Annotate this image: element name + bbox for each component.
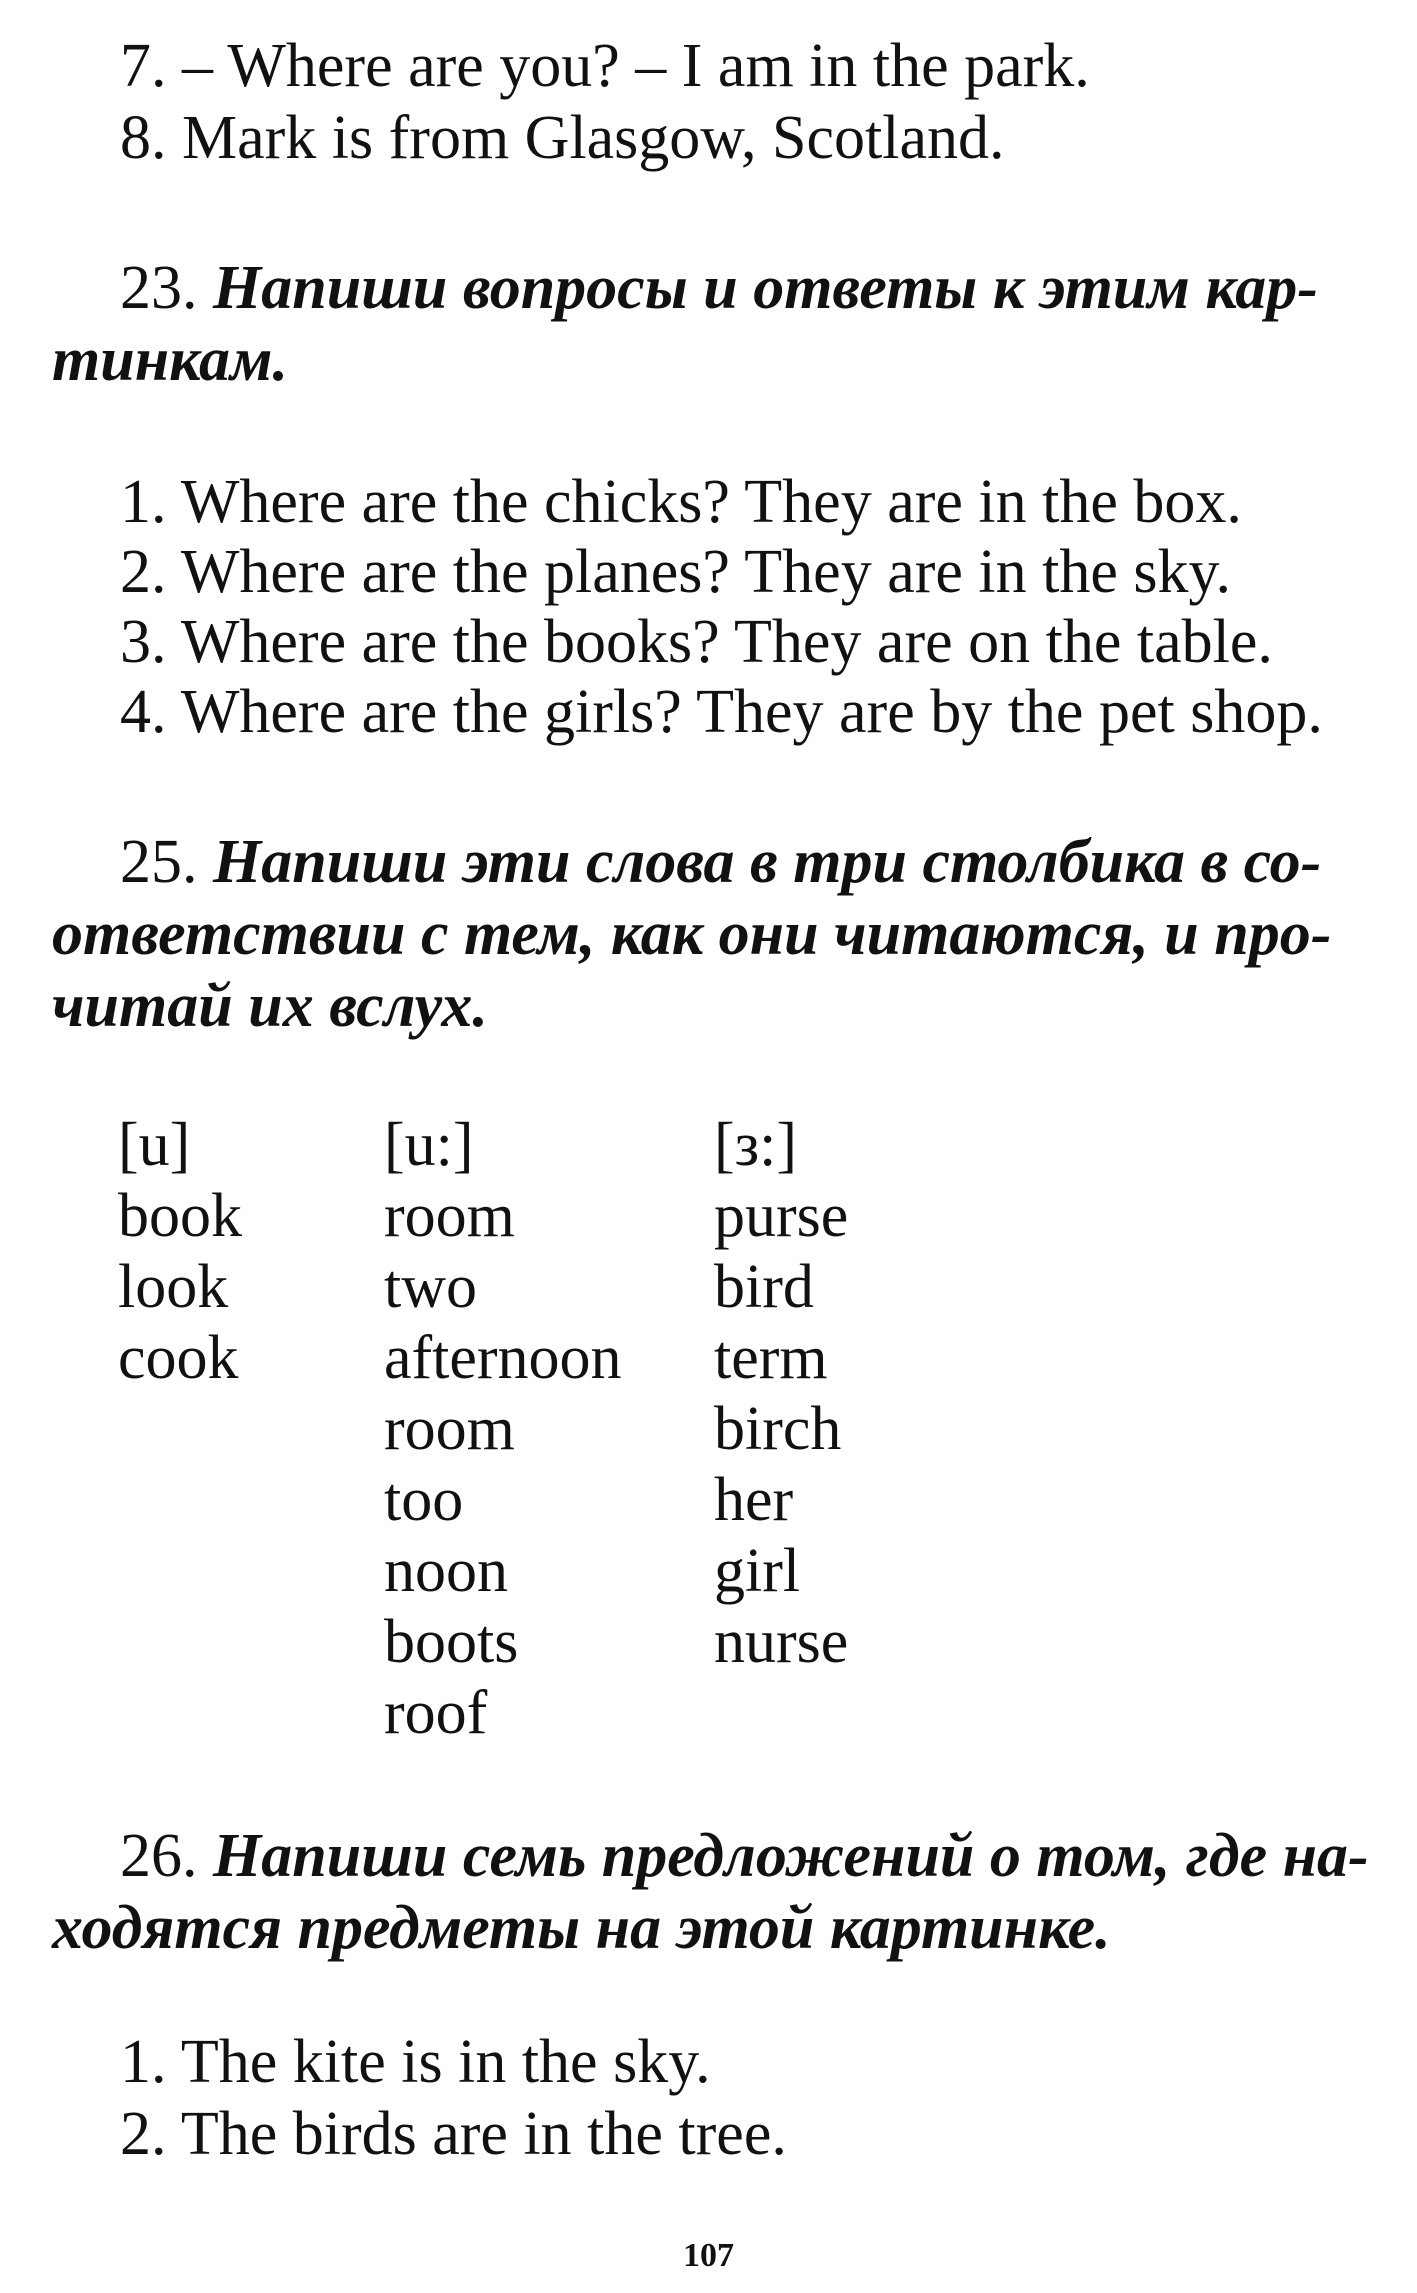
task-25 (52, 826, 1372, 1042)
column-header: [u] (118, 1111, 191, 1179)
task-23-instruction-line-2: тинкам. (52, 326, 288, 394)
task-23-answer-4: 4. Where are the girls? They are by the pet shop. (120, 678, 1323, 746)
task-26-number: 26. (120, 1822, 198, 1890)
column-header: [з:] (714, 1111, 798, 1179)
task-25-instruction-line-2: ответствии с тем, как они читаются, и про- (52, 900, 1332, 968)
word: nurse (714, 1608, 849, 1676)
column-header: [u:] (384, 1111, 474, 1179)
word-column-u-long (384, 1110, 622, 1749)
word: room (384, 1395, 515, 1463)
task-23-number: 23. (120, 254, 198, 322)
word-column-er (714, 1110, 848, 1678)
task-23-instruction-line-1: Напиши вопросы и ответы к этим кар- (213, 254, 1318, 322)
word: birch (714, 1395, 842, 1463)
page-number: 107 (683, 2237, 734, 2274)
word: noon (384, 1537, 508, 1605)
task-25-instruction-line-1: Напиши эти слова в три столбика в со- (213, 828, 1322, 896)
word: bird (714, 1253, 814, 1321)
task-23-answer-2: 2. Where are the planes? They are in the sky. (120, 538, 1231, 606)
task-23-answer-3: 3. Where are the books? They are on the table. (120, 608, 1273, 676)
word: roof (384, 1679, 488, 1747)
task-26-instruction-line-1: Напиши семь предложений о том, где на- (213, 1822, 1369, 1890)
word: afternoon (384, 1324, 622, 1392)
word-column-u (118, 1110, 242, 1394)
word: purse (714, 1182, 849, 1250)
answer-7: 7. – Where are you? – I am in the park. (120, 32, 1090, 100)
task-26-answer-2: 2. The birds are in the tree. (120, 2100, 787, 2168)
word: girl (714, 1537, 801, 1605)
answer-8: 8. Mark is from Glasgow, Scotland. (120, 104, 1005, 172)
task-25-instruction-line-3: читай их вслух. (52, 972, 488, 1040)
task-26-instruction-line-2: ходятся предметы на этой картинке. (52, 1894, 1111, 1962)
task-23-answer-1: 1. Where are the chicks? They are in the box. (120, 468, 1242, 536)
task-26 (52, 1820, 1372, 1964)
word: book (118, 1182, 242, 1250)
task-25-number: 25. (120, 828, 198, 896)
word: too (384, 1466, 464, 1534)
word: two (384, 1253, 477, 1321)
task-23 (52, 252, 1372, 396)
word: boots (384, 1608, 519, 1676)
task-26-answer-1: 1. The kite is in the sky. (120, 2028, 711, 2096)
word: her (714, 1466, 794, 1534)
word: cook (118, 1324, 239, 1392)
word: term (714, 1324, 828, 1392)
word: look (118, 1253, 229, 1321)
word: room (384, 1182, 515, 1250)
